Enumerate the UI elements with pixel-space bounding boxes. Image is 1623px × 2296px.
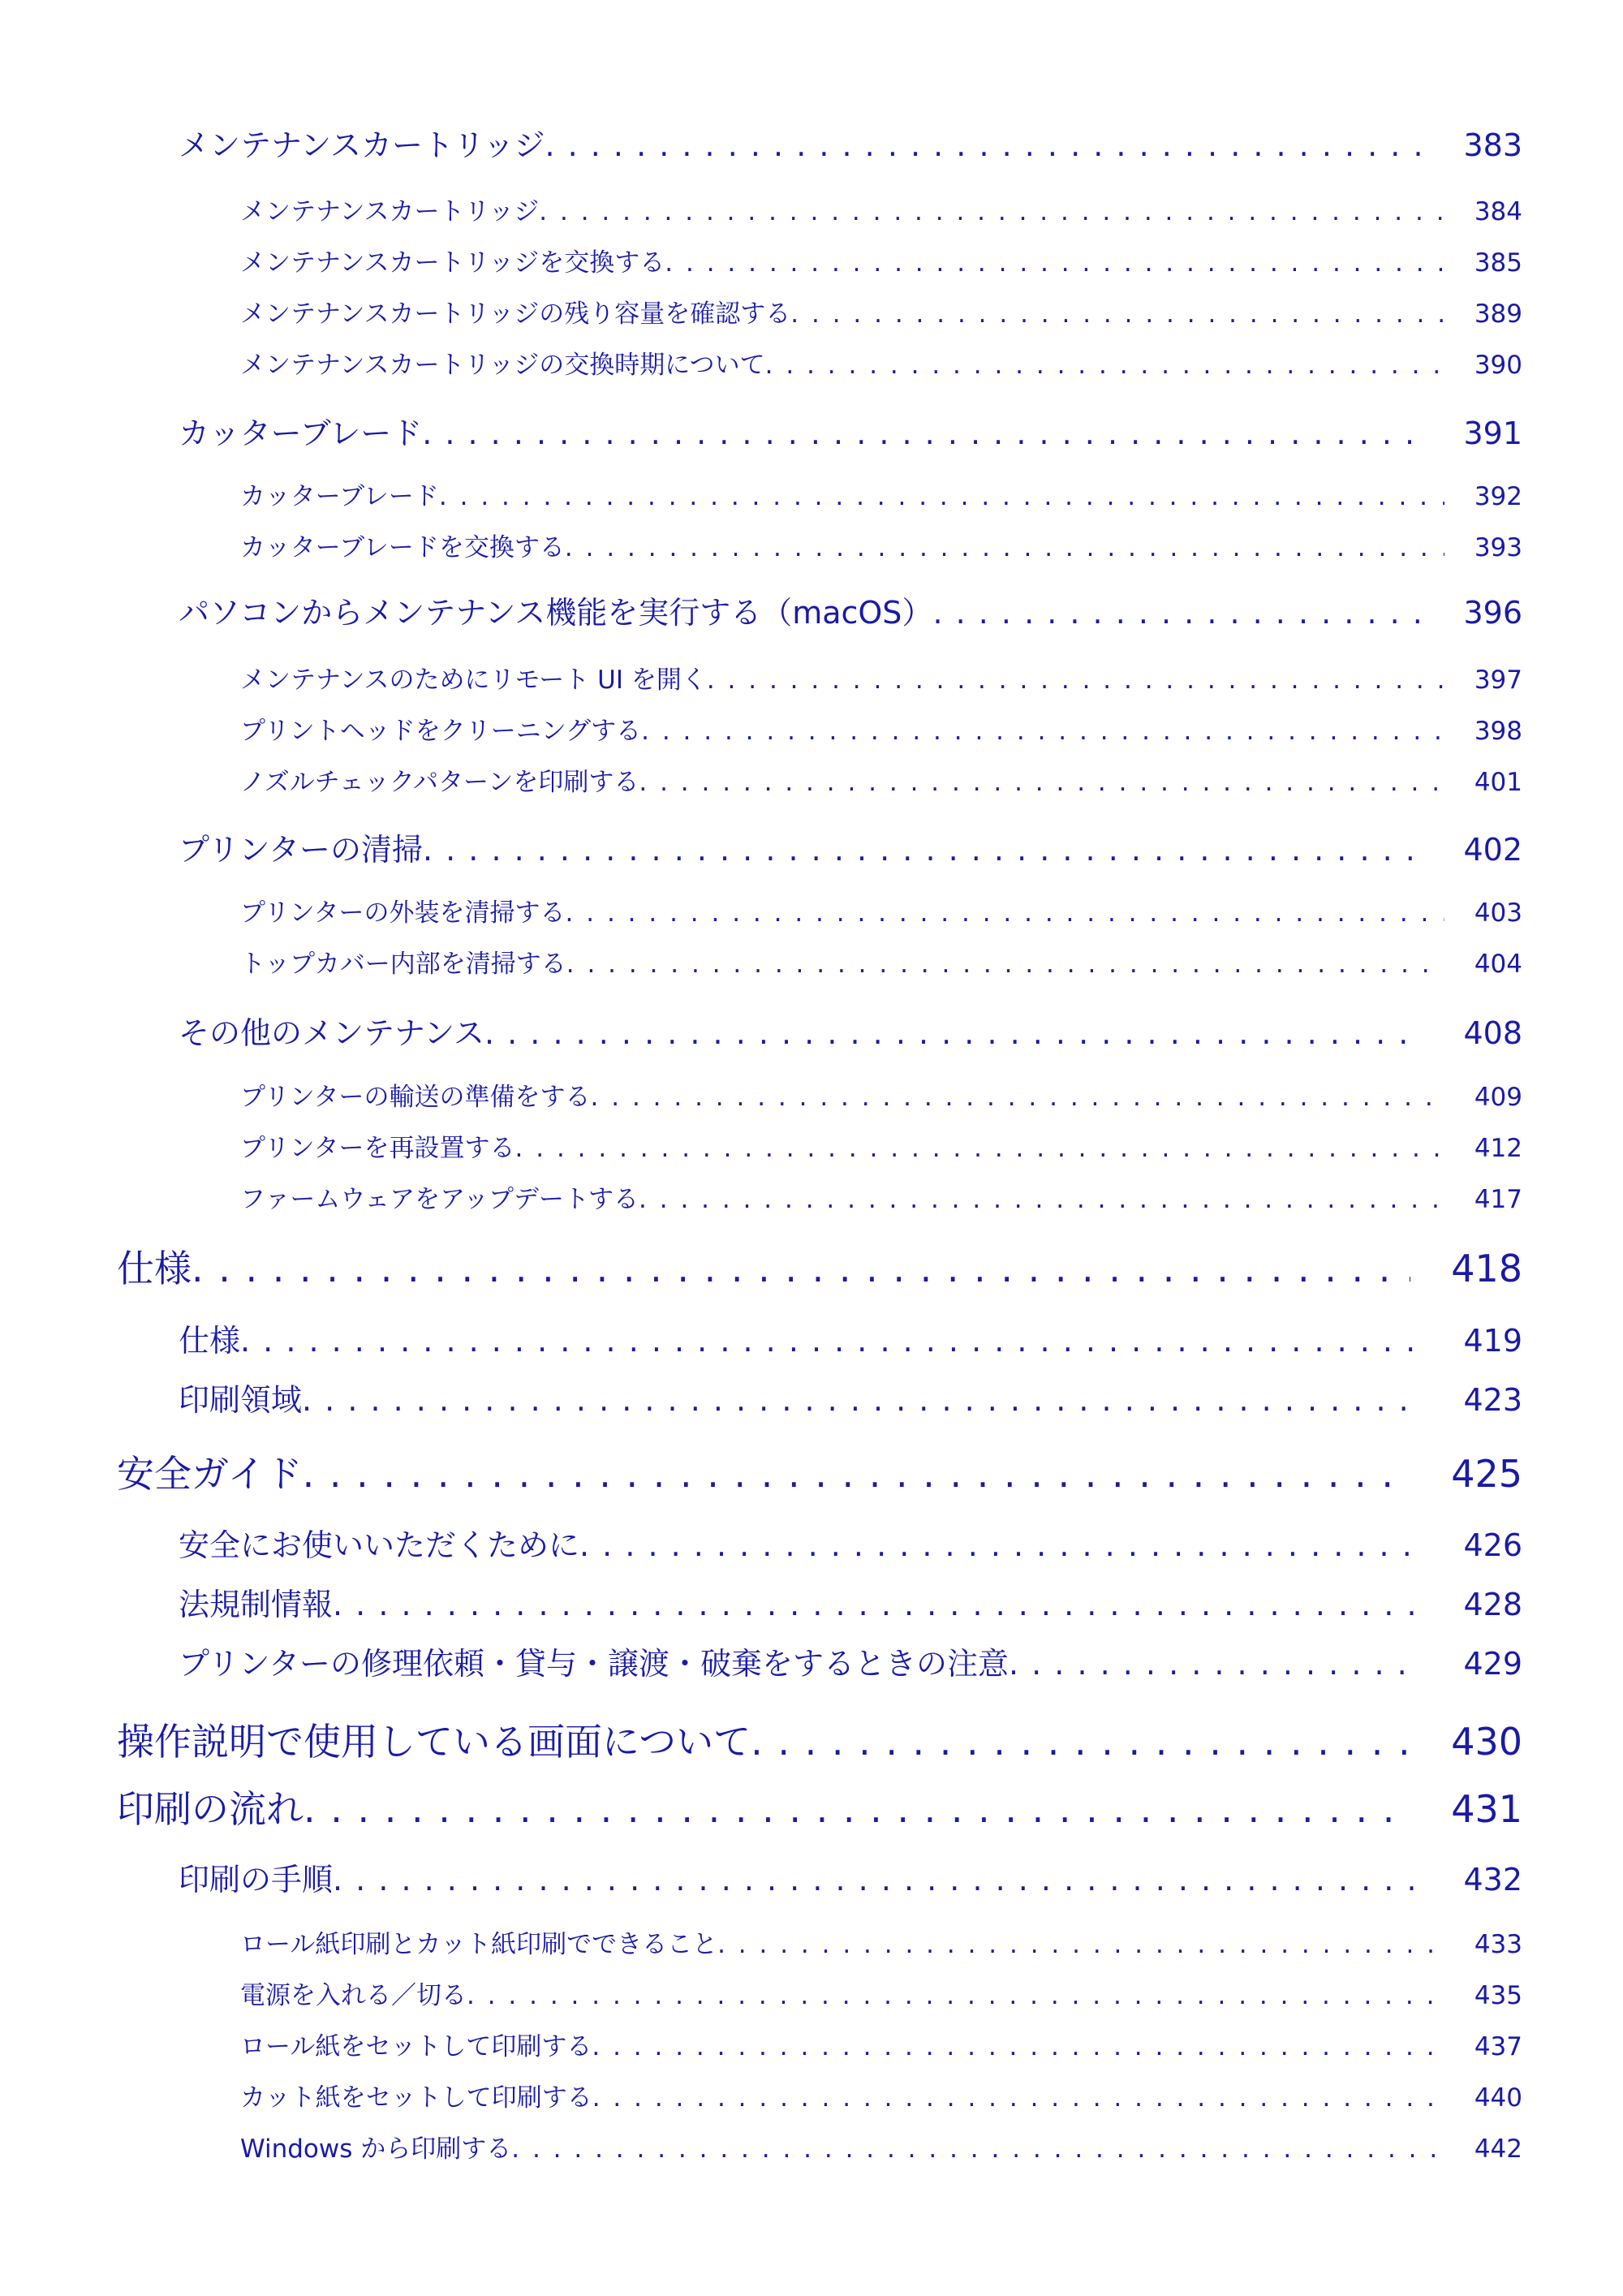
toc-entry-level-3[interactable] [240,1127,1522,1164]
dot-leader [639,768,1444,797]
toc-entry-title: カッターブレード [240,482,439,511]
dot-leader [240,1323,1422,1359]
dot-leader [565,533,1444,562]
toc-entry-level-1[interactable] [117,1712,1522,1766]
dot-leader [422,416,1422,451]
toc-entry-level-3[interactable] [240,761,1522,798]
toc-entry-page-number: 397 [1474,666,1522,695]
toc-entry-title: 電源を入れる／切る [240,1981,467,2010]
toc-entry-page-number: 431 [1451,1787,1522,1831]
dot-leader [591,1083,1444,1112]
toc-entry-title: 仕様 [117,1247,192,1290]
dot-leader [751,1720,1410,1764]
dot-leader [467,1981,1444,2010]
toc-entry-level-2[interactable] [179,1375,1522,1419]
toc-entry-title: ノズルチェックパターンを印刷する [240,768,639,797]
toc-entry-title: その他のメンテナンス [179,1015,484,1051]
dot-leader [592,2032,1444,2061]
toc-entry-page-number: 408 [1463,1015,1522,1051]
toc-entry-level-2[interactable] [179,1854,1522,1899]
toc-entry-page-number: 423 [1463,1382,1522,1418]
toc-entry-level-3[interactable] [240,2077,1522,2113]
dot-leader [765,351,1444,380]
toc-entry-page-number: 389 [1474,299,1522,329]
toc-entry-level-2[interactable] [179,1008,1522,1053]
dot-leader [665,248,1444,278]
toc-entry-page-number: 393 [1474,533,1522,562]
toc-entry-title: 印刷の流れ [117,1787,304,1831]
dot-leader [539,197,1444,226]
toc-entry-page-number: 430 [1451,1720,1522,1764]
toc-entry-page-number: 437 [1474,2032,1522,2061]
dot-leader [304,1787,1410,1831]
toc-entry-title: 安全にお使いいただくために [179,1527,580,1563]
dot-leader [1009,1646,1422,1682]
toc-entry-page-number: 409 [1474,1083,1522,1112]
toc-entry-title: ロール紙印刷とカット紙印刷でできること [240,1930,718,1959]
toc-entry-title: メンテナンスカートリッジの残り容量を確認する [240,299,791,329]
dot-leader [717,1930,1444,1959]
toc-entry-page-number: 401 [1474,768,1522,797]
toc-entry-level-3[interactable] [240,892,1522,928]
toc-entry-title: カット紙をセットして印刷する [240,2083,592,2113]
toc-entry-title: カッターブレードを交換する [240,533,565,562]
toc-entry-page-number: 429 [1463,1646,1522,1682]
toc-entry-title: 操作説明で使用している画面について [117,1720,751,1764]
toc-entry-title: Windows から印刷する [240,2134,512,2164]
toc-entry-level-3[interactable] [240,191,1522,227]
dot-leader [790,299,1444,329]
toc-entry-page-number: 404 [1474,950,1522,979]
toc-entry-page-number: 390 [1474,351,1522,380]
toc-entry-page-number: 396 [1463,595,1522,631]
toc-entry-level-3[interactable] [240,476,1522,512]
toc-entry-level-2[interactable] [179,1520,1522,1565]
toc-entry-level-3[interactable] [240,344,1522,381]
toc-entry-level-2[interactable] [179,120,1522,165]
toc-entry-page-number: 435 [1474,1981,1522,2010]
dot-leader [639,1185,1444,1214]
dot-leader [566,898,1444,928]
toc-entry-title: 印刷領域 [179,1382,303,1418]
dot-leader [932,595,1422,631]
toc-entry-page-number: 442 [1474,2134,1522,2164]
toc-entry-page-number: 385 [1474,248,1522,278]
toc-entry-level-3[interactable] [240,710,1522,747]
toc-entry-page-number: 412 [1474,1134,1522,1163]
toc-entry-title: 仕様 [179,1323,241,1359]
toc-entry-level-2[interactable] [179,408,1522,453]
toc-entry-page-number: 392 [1474,482,1522,511]
toc-entry-page-number: 426 [1463,1527,1522,1563]
dot-leader [192,1247,1410,1290]
dot-leader [303,1452,1410,1496]
dot-leader [423,832,1422,868]
toc-entry-level-3[interactable] [240,1923,1522,1960]
toc-entry-level-3[interactable] [240,1076,1522,1113]
dot-leader [545,127,1422,163]
toc-entry-level-3[interactable] [240,2026,1522,2062]
dot-leader [439,482,1444,511]
toc-entry-page-number: 403 [1474,898,1522,928]
dot-leader [566,950,1444,979]
toc-entry-page-number: 384 [1474,197,1522,226]
toc-entry-title: 印刷の手順 [179,1862,334,1898]
toc-entry-level-1[interactable] [117,1239,1522,1293]
toc-entry-page-number: 419 [1463,1323,1522,1359]
toc-entry-page-number: 440 [1474,2083,1522,2113]
toc-entry-level-3[interactable] [240,1975,1522,2011]
toc-entry-title: メンテナンスカートリッジの交換時期について [240,351,765,380]
toc-entry-level-2[interactable] [179,1316,1522,1360]
toc-entry-page-number: 433 [1474,1930,1522,1959]
toc-entry-title: パソコンからメンテナンス機能を実行する（macOS） [179,595,933,631]
toc-entry-title: メンテナンスカートリッジ [179,127,545,163]
toc-entry-page-number: 418 [1451,1247,1522,1290]
toc-entry-page-number: 402 [1463,832,1522,868]
toc-entry-page-number: 391 [1463,416,1522,451]
dot-leader [333,1862,1422,1898]
toc-entry-level-3[interactable] [240,527,1522,563]
dot-leader [641,717,1444,746]
toc-entry-page-number: 383 [1463,127,1522,163]
toc-entry-level-1[interactable] [117,1780,1522,1833]
toc-entry-title: プリンターの外装を清掃する [240,898,566,928]
toc-entry-level-2[interactable] [179,1639,1522,1683]
toc-entry-page-number: 398 [1474,717,1522,746]
toc-entry-level-3[interactable] [240,1178,1522,1215]
toc-entry-level-1[interactable] [117,1445,1522,1498]
dot-leader [515,1134,1444,1163]
toc-entry-page-number: 428 [1463,1587,1522,1622]
toc-entry-level-3[interactable] [240,2128,1522,2165]
toc-entry-title: 安全ガイド [117,1452,303,1496]
toc-entry-level-2[interactable] [179,588,1522,632]
toc-entry-level-3[interactable] [240,242,1522,278]
toc-entry-title: プリンターを再設置する [240,1134,515,1163]
toc-entry-level-2[interactable] [179,1579,1522,1624]
toc-entry-title: 法規制情報 [179,1587,334,1622]
toc-entry-level-3[interactable] [240,293,1522,330]
toc-entry-title: プリンターの輸送の準備をする [240,1083,591,1112]
toc-entry-page-number: 417 [1474,1185,1522,1214]
toc-entry-level-3[interactable] [240,659,1522,696]
toc-entry-level-3[interactable] [240,943,1522,980]
dot-leader [511,2134,1444,2164]
dot-leader [333,1587,1422,1622]
dot-leader [592,2083,1444,2113]
toc-entry-page-number: 432 [1463,1862,1522,1898]
toc-entry-title: プリンターの修理依頼・貸与・譲渡・破棄をするときの注意 [179,1646,1009,1682]
toc-entry-title: ファームウェアをアップデートする [240,1185,639,1214]
dot-leader [707,666,1444,695]
toc-entry-title: ロール紙をセットして印刷する [240,2032,592,2061]
toc-entry-title: カッターブレード [179,416,423,451]
toc-entry-title: メンテナンスカートリッジ [240,197,540,226]
dot-leader [484,1015,1422,1051]
dot-leader [302,1382,1422,1418]
toc-entry-level-2[interactable] [179,825,1522,869]
toc-entry-title: メンテナンスのためにリモート UI を開く [240,666,707,695]
toc-entry-page-number: 425 [1451,1452,1522,1496]
toc-entry-title: メンテナンスカートリッジを交換する [240,248,665,278]
toc-entry-title: トップカバー内部を清掃する [240,950,566,979]
toc-entry-title: プリンターの清掃 [179,832,423,868]
dot-leader [579,1527,1422,1563]
toc-entry-title: プリントヘッドをクリーニングする [240,717,642,746]
